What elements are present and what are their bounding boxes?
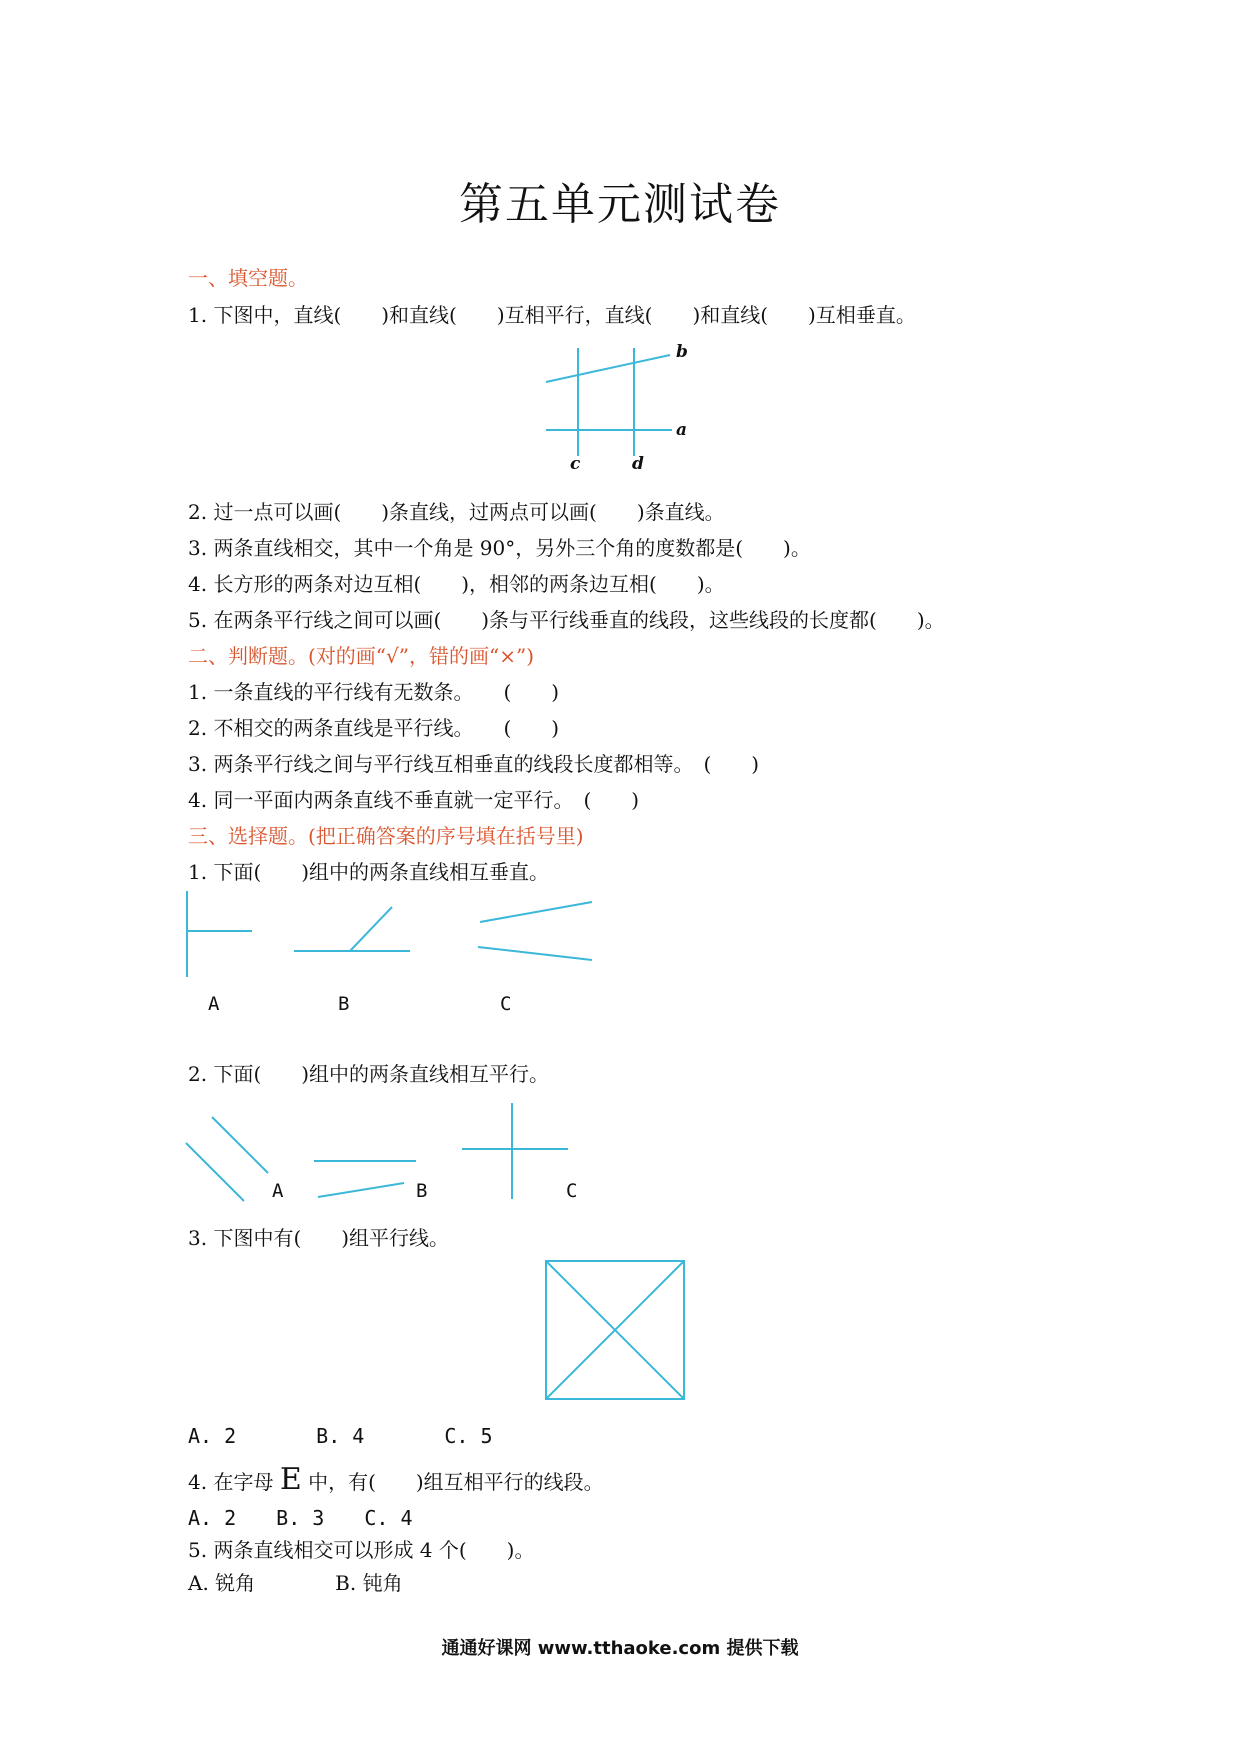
q1-label-a: A — [208, 993, 220, 1015]
s3-question-5-options: A. 锐角 B. 钝角 — [188, 1571, 403, 1595]
s2-question-2: 2. 不相交的两条直线是平行线。 ( ) — [188, 716, 560, 740]
s1-question-1: 1. 下图中，直线( )和直线( )互相平行，直线( )和直线( )互相垂直。 — [188, 303, 916, 327]
s3-question-3-options: A. 2 B. 4 C. 5 — [188, 1424, 493, 1448]
s3-question-5: 5. 两条直线相交可以形成 4 个( )。 — [188, 1538, 535, 1562]
s1-question-5: 5. 在两条平行线之间可以画( )条与平行线垂直的线段，这些线段的长度都( )。 — [188, 608, 945, 632]
label-c: c — [570, 454, 581, 474]
footer-credit: 通通好课网 www.tthaoke.com 提供下载 — [441, 1638, 799, 1659]
q4-text-before: 4. 在字母 — [188, 1470, 274, 1494]
q2-label-b: B — [416, 1180, 428, 1202]
option-b-lower — [318, 1183, 404, 1197]
q2-label-c: C — [566, 1180, 578, 1202]
q4-text-after: 中，有( )组互相平行的线段。 — [308, 1470, 604, 1494]
label-a: a — [676, 420, 688, 440]
q1-label-b: B — [338, 993, 350, 1015]
q1-label-c: C — [500, 993, 512, 1015]
s3-question-3: 3. 下图中有( )组平行线。 — [188, 1226, 450, 1250]
s1-question-3: 3. 两条直线相交，其中一个角是 90°，另外三个角的度数都是( )。 — [188, 536, 811, 560]
s1-question-2: 2. 过一点可以画( )条直线，过两点可以画( )条直线。 — [188, 500, 725, 524]
s3-question-4 — [188, 1462, 604, 1497]
label-b: b — [676, 342, 688, 362]
option-c-lower — [478, 947, 592, 960]
letter-e: E — [279, 1462, 302, 1497]
label-d: d — [632, 454, 644, 474]
option-b-slant — [350, 907, 392, 951]
page-title: 第五单元测试卷 — [459, 179, 781, 230]
s1-question-4: 4. 长方形的两条对边互相( )，相邻的两条边互相( )。 — [188, 572, 725, 596]
s3-question-2: 2. 下面( )组中的两条直线相互平行。 — [188, 1062, 550, 1086]
section2-heading: 二、判断题。(对的画“√”，错的画“×”) — [188, 644, 535, 668]
s3-question-1: 1. 下面( )组中的两条直线相互垂直。 — [188, 860, 550, 884]
s2-question-3: 3. 两条平行线之间与平行线互相垂直的线段长度都相等。 ( ) — [188, 752, 760, 776]
option-c-upper — [480, 902, 592, 922]
s3-question-4-options: A. 2 B. 3 C. 4 — [188, 1506, 413, 1530]
figure-square-with-diagonals — [540, 1255, 690, 1405]
s2-question-4: 4. 同一平面内两条直线不垂直就一定平行。 ( ) — [188, 788, 640, 812]
option-a-line-2 — [212, 1117, 268, 1173]
figure-q2-options — [180, 1095, 580, 1205]
s2-question-1: 1. 一条直线的平行线有无数条。 ( ) — [188, 680, 560, 704]
figure-q1-options — [180, 885, 620, 985]
q2-label-a: A — [272, 1180, 284, 1202]
section1-heading: 一、填空题。 — [188, 266, 308, 290]
line-b — [546, 355, 670, 382]
option-a-line-1 — [186, 1143, 244, 1201]
section3-heading: 三、选择题。(把正确答案的序号填在括号里) — [188, 824, 584, 848]
